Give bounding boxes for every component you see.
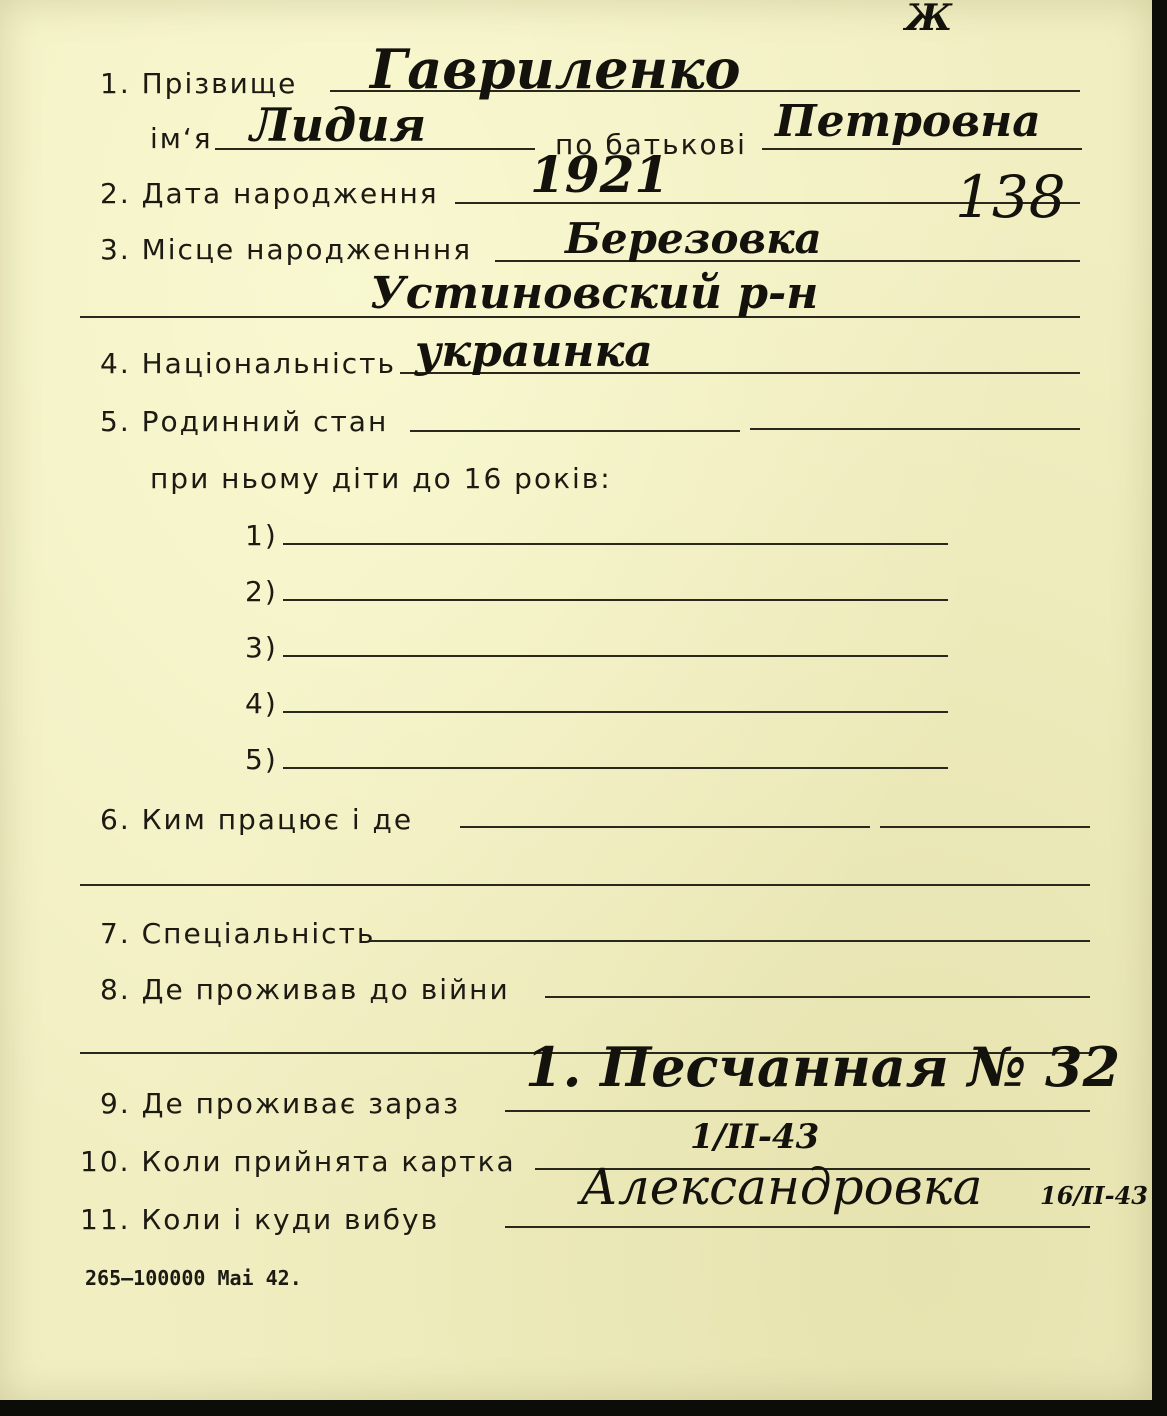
label-child-2: 2) [245,575,278,608]
label-first-name: ім‘я [150,122,213,155]
label-departure: 11. Коли і куди вибув [80,1203,440,1236]
family-status-line-b [750,428,1080,430]
birth-place-district-value: Устиновский р-н [370,268,819,319]
label-surname: 1. Прізвище [100,67,298,100]
label-nationality: 4. Національність [100,347,396,380]
corner-mark: Ж [905,0,953,39]
nationality-value: украинка [415,326,653,377]
birth-date-value: 1921 [530,145,670,204]
first-name-value: Лидия [250,98,427,152]
surname-value: Гавриленко [370,37,741,101]
specialty-line [370,940,1090,942]
patronymic-value: Петровна [775,96,1041,147]
card-date-value: 1/II-43 [690,1117,820,1157]
current-residence-line [505,1110,1090,1112]
child-2-line [283,599,948,601]
label-card-date: 10. Коли прийнята картка [80,1145,516,1178]
print-footer: 265—100000 Mai 42. [85,1266,302,1290]
label-specialty: 7. Спеціальність [100,917,376,950]
label-family-status: 5. Родинний стан [100,405,389,438]
label-birth-date: 2. Дата народження [100,177,439,210]
number-value: 138 [955,163,1066,231]
prewar-residence-line [545,996,1090,998]
family-status-line-a [410,430,740,432]
label-occupation: 6. Ким працює і де [100,803,414,836]
patronymic-line [762,148,1082,150]
label-child-3: 3) [245,631,278,664]
birth-place-value: Березовка [565,214,822,263]
occupation-line-b [880,826,1090,828]
label-current-residence: 9. Де проживає зараз [100,1087,461,1120]
departure-line [505,1226,1090,1228]
label-children: при ньому діти до 16 років: [150,462,612,495]
current-residence-value: 1. Песчанная № 32 [525,1035,1121,1099]
child-5-line [283,767,948,769]
occupation-line-a [460,826,870,828]
label-child-5: 5) [245,743,278,776]
label-prewar-residence: 8. Де проживав до війни [100,973,510,1006]
child-1-line [283,543,948,545]
child-3-line [283,655,948,657]
child-4-line [283,711,948,713]
departed-place-value: Александровка [580,1158,983,1216]
departed-date-value: 16/II-43 [1040,1181,1148,1210]
label-patronymic: по батькові [555,128,747,161]
occupation-line-2 [80,884,1090,886]
label-birth-place: 3. Місце народженння [100,233,473,266]
label-child-1: 1) [245,519,278,552]
label-child-4: 4) [245,687,278,720]
